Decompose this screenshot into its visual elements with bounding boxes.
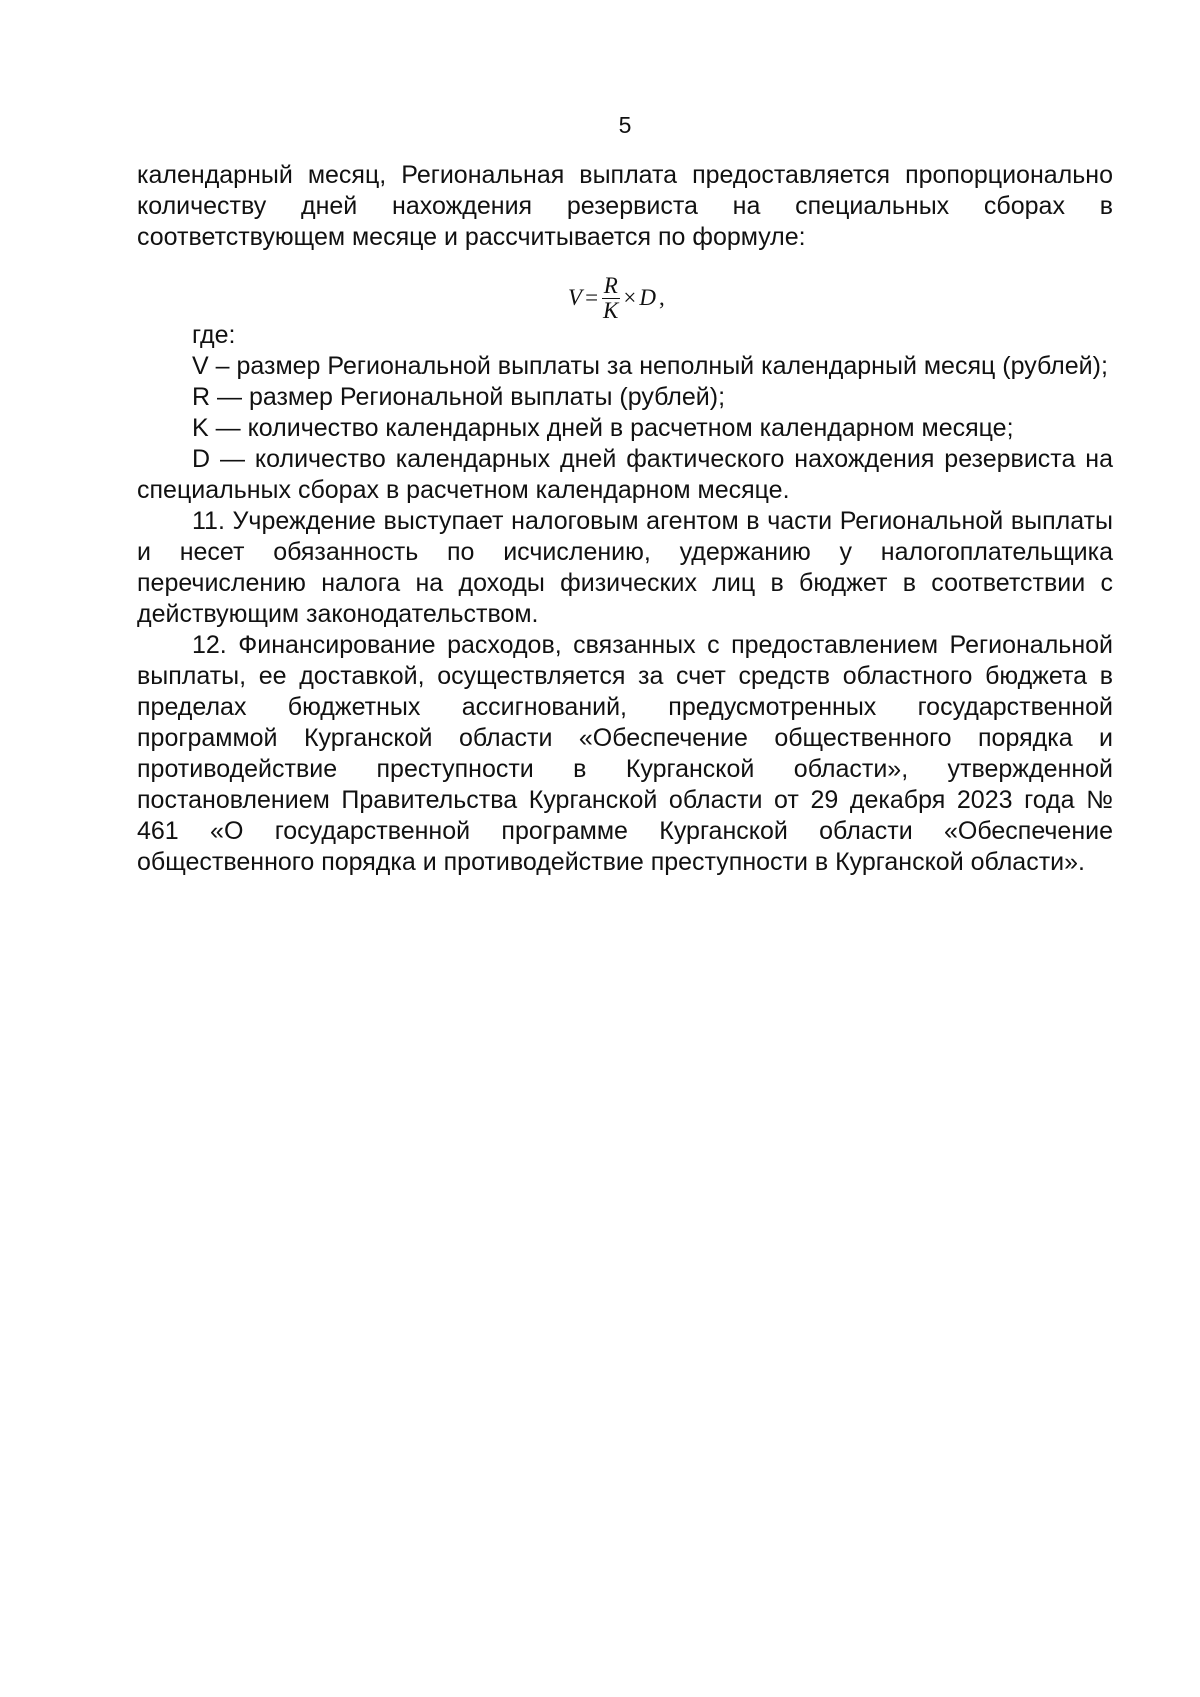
intro-paragraph	[137, 160, 1113, 253]
formula-times: ×	[623, 285, 637, 310]
paragraph-11: 11. Учреждение выступает налоговым агентом в части Региональной выплаты и несет обязанность по исчислению, удержанию у налогоплательщика перечислению налога на доходы физических лиц в бюджет в соответствии с действующим законодательством.	[137, 507, 1113, 628]
page-number: 5	[618, 112, 632, 138]
formula-denominator: K	[603, 297, 619, 323]
formula-numerator: R	[603, 272, 618, 298]
definition-d: D — количество календарных дней фактического нахождения резервиста на специальных сборах в расчетном календарном месяце.	[137, 445, 1113, 504]
formula-rhs: D	[639, 285, 656, 310]
paragraph-12: 12. Финансирование расходов, связанных с предоставлением Региональной выплаты, ее доставкой, осуществляется за счет средств областного бюджета в пределах бюджетных ассигнований, предусмотренных государственной программой Курганской области «Обеспечение общественного порядка и противодействие преступности в Курганской области», утвержденной постановлением Правительства Курганской области от 29 декабря 2023 года № 461 «О государственной программе Курганской области «Обеспечение общественного порядка и противодействие преступности в Курганской области».	[137, 631, 1113, 876]
definition-r: R — размер Региональной выплаты (рублей);	[192, 383, 726, 411]
formula-fraction	[601, 274, 620, 323]
intro-text: календарный месяц, Региональная выплата предоставляется пропорционально количеству дней нахождения резервиста на специальных сборах в соответствующем месяце и рассчитывается по формуле:	[137, 161, 1113, 251]
definitions-block	[137, 320, 1113, 878]
formula-lhs: V	[568, 285, 583, 310]
where-label: где:	[192, 321, 236, 349]
formula-trail: ,	[659, 285, 665, 310]
definition-v: V – размер Региональной выплаты за неполный календарный месяц (рублей);	[192, 352, 1108, 380]
formula-equals: =	[585, 285, 599, 310]
formula	[568, 268, 665, 328]
definition-k: K — количество календарных дней в расчетном календарном месяце;	[192, 414, 1014, 442]
